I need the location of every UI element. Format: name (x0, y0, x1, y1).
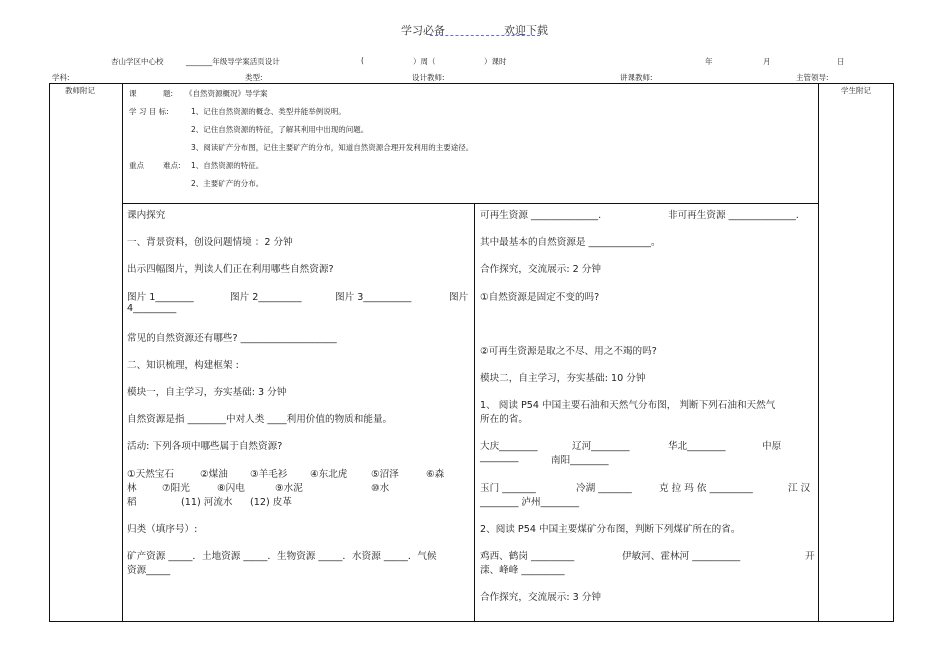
year-label: 年 (705, 57, 713, 66)
blank-item: 4_________ (127, 303, 177, 314)
key-item: 2、主要矿产的分布。 (191, 179, 264, 188)
goal-item: 3、阅读矿产分布图，记住主要矿产的分布，知道自然资源合理开发利用的主要途径。 (191, 143, 474, 152)
topic-label: 课 (129, 89, 137, 98)
topic-title: 《自然资源概况》导学案 (185, 89, 268, 98)
blank-item: 开 (805, 551, 815, 562)
option-item: ②煤油 (200, 469, 228, 480)
classify-blanks: 资源_____ (127, 565, 171, 576)
blank-item: 滦、峰峰 _________ (480, 565, 565, 576)
option-item: ⑧闪电 (217, 483, 245, 494)
blank-item: 图片 2_________ (230, 292, 302, 303)
question-text: ②可再生资源是取之不尽、用之不竭的吗? (480, 346, 657, 357)
option-item: 林 (127, 483, 137, 494)
blank-item: 伊敏河、霍林河 __________ (622, 551, 741, 562)
teacher-note-heading: 教师附记 (65, 86, 95, 95)
design-title: _______年级导学案活页设计 (186, 57, 280, 66)
section-heading: 二、知识梳理，构建框架 : (127, 360, 239, 371)
blank-item: 辽河________ (572, 441, 630, 452)
section-heading: 课内探究 (127, 210, 166, 221)
blank-item: ________ 泸州________ (480, 497, 579, 508)
option-item: (11) 河流水 (181, 497, 233, 508)
blank-item: 图片 (449, 292, 469, 303)
type-label: 类型: (245, 73, 263, 82)
goal-item: 2、记住自然资源的特征，了解其利用中出现的问题。 (191, 125, 369, 134)
section-heading: 一、背景资料，创设问题情境 ：2 分钟 (127, 237, 293, 248)
question-text: 出示四幅图片，判读人们正在利用哪些自然资源? (127, 264, 334, 275)
question-text: 所在的省。 (480, 414, 528, 425)
student-column-divider (818, 83, 819, 622)
blank-item: 中原 (762, 441, 782, 452)
option-item: 稻 (127, 497, 137, 508)
teacher-column-divider (122, 83, 123, 622)
module-heading: 模块一，自主学习，夯实基础: 3 分钟 (127, 387, 287, 398)
goal-item: 1、记住自然资源的概念、类型并能举例说明。 (191, 107, 346, 116)
question-text: ①自然资源是固定不变的吗? (480, 292, 600, 303)
option-item: ⑩水 (371, 483, 390, 494)
question-text: 其中最基本的自然资源是 _____________。 (480, 237, 661, 248)
blank-item: 图片 1________ (127, 292, 194, 303)
option-item: ⑤沼泽 (371, 469, 399, 480)
leader-label: 主管领导: (796, 73, 829, 82)
question-text: 2、阅读 P54 中国主要煤矿分布图，判断下列煤矿所在的省。 (480, 524, 741, 535)
key-label-2: 难点: (163, 161, 181, 170)
option-item: ⑦阳光 (162, 483, 190, 494)
paren-open: ( (361, 56, 364, 65)
blank-item: ________ (480, 452, 519, 463)
question-text: 1、 阅读 P54 中国主要石油和天然气分布图， 判断下列石油和天然气 (480, 400, 776, 411)
option-item: ④东北虎 (310, 469, 348, 480)
topic-label-2: 题: (163, 89, 174, 98)
table-border-right (893, 83, 894, 622)
school-name: 杏山学区中心校 (111, 57, 164, 66)
month-label: 月 (763, 57, 771, 66)
blank-item: 大庆________ (480, 441, 538, 452)
option-item: ③羊毛衫 (250, 469, 288, 480)
blank-item: 鸡西、鹤岗 _________ (480, 551, 575, 562)
blank-item: 冷湖 _______ (576, 483, 632, 494)
designer-label: 设计教师: (412, 73, 445, 82)
module-heading: 合作探究，交流展示: 3 分钟 (480, 592, 601, 603)
key-label: 重点 (129, 161, 144, 170)
lesson-label: ）课时 (484, 57, 507, 66)
definition-text: 自然资源是指 ________中对人类 ____利用价值的物质和能量。 (127, 414, 393, 425)
teacher-label: 讲课教师: (620, 73, 653, 82)
option-item: ⑨水泥 (275, 483, 303, 494)
page-header-left: 学习必备 (401, 24, 445, 37)
activity-text: 活动: 下列各项中哪些属于自然资源? (127, 441, 283, 452)
center-divider (474, 203, 475, 622)
blank-item: 可再生资源 ______________. (480, 210, 602, 221)
student-note-heading: 学生附记 (841, 86, 871, 95)
day-label: 日 (837, 57, 845, 66)
classify-label: 归类（填序号）: (127, 524, 198, 535)
blank-item: 玉门 _______ (480, 483, 536, 494)
blank-item: 江 汉 (788, 483, 811, 494)
blank-item: 华北________ (668, 441, 726, 452)
module-heading: 模块二，自主学习，夯实基础: 10 分钟 (480, 373, 646, 384)
week-label: ）周（ (413, 57, 436, 66)
blank-item: 非可再生资源 ______________. (668, 210, 799, 221)
classify-blanks: 矿产资源 _____．土地资源 _____．生物资源 _____．水资源 _____．气候 (127, 551, 437, 562)
subject-label: 学科: (52, 73, 70, 82)
blank-item: 克 拉 玛 依 _________ (659, 483, 753, 494)
option-item: ⑥森 (426, 469, 445, 480)
table-border-left (49, 83, 50, 622)
table-border-top (49, 83, 894, 84)
key-item: 1、自然资源的特征。 (191, 161, 264, 170)
option-item: ①天然宝石 (127, 469, 174, 480)
goal-label: 学 习 目 标: (129, 107, 169, 116)
table-border-bottom (49, 621, 894, 622)
page-header-right: 欢迎下载 (504, 24, 548, 37)
question-text: 常见的自然资源还有哪些? ____________________ (127, 333, 337, 344)
intro-divider (122, 203, 819, 204)
blank-item: 图片 3__________ (335, 292, 412, 303)
option-item: (12) 皮革 (250, 497, 292, 508)
blank-item: 南阳________ (551, 455, 609, 466)
module-heading: 合作探究，交流展示: 2 分钟 (480, 264, 601, 275)
header-underline (430, 35, 540, 36)
